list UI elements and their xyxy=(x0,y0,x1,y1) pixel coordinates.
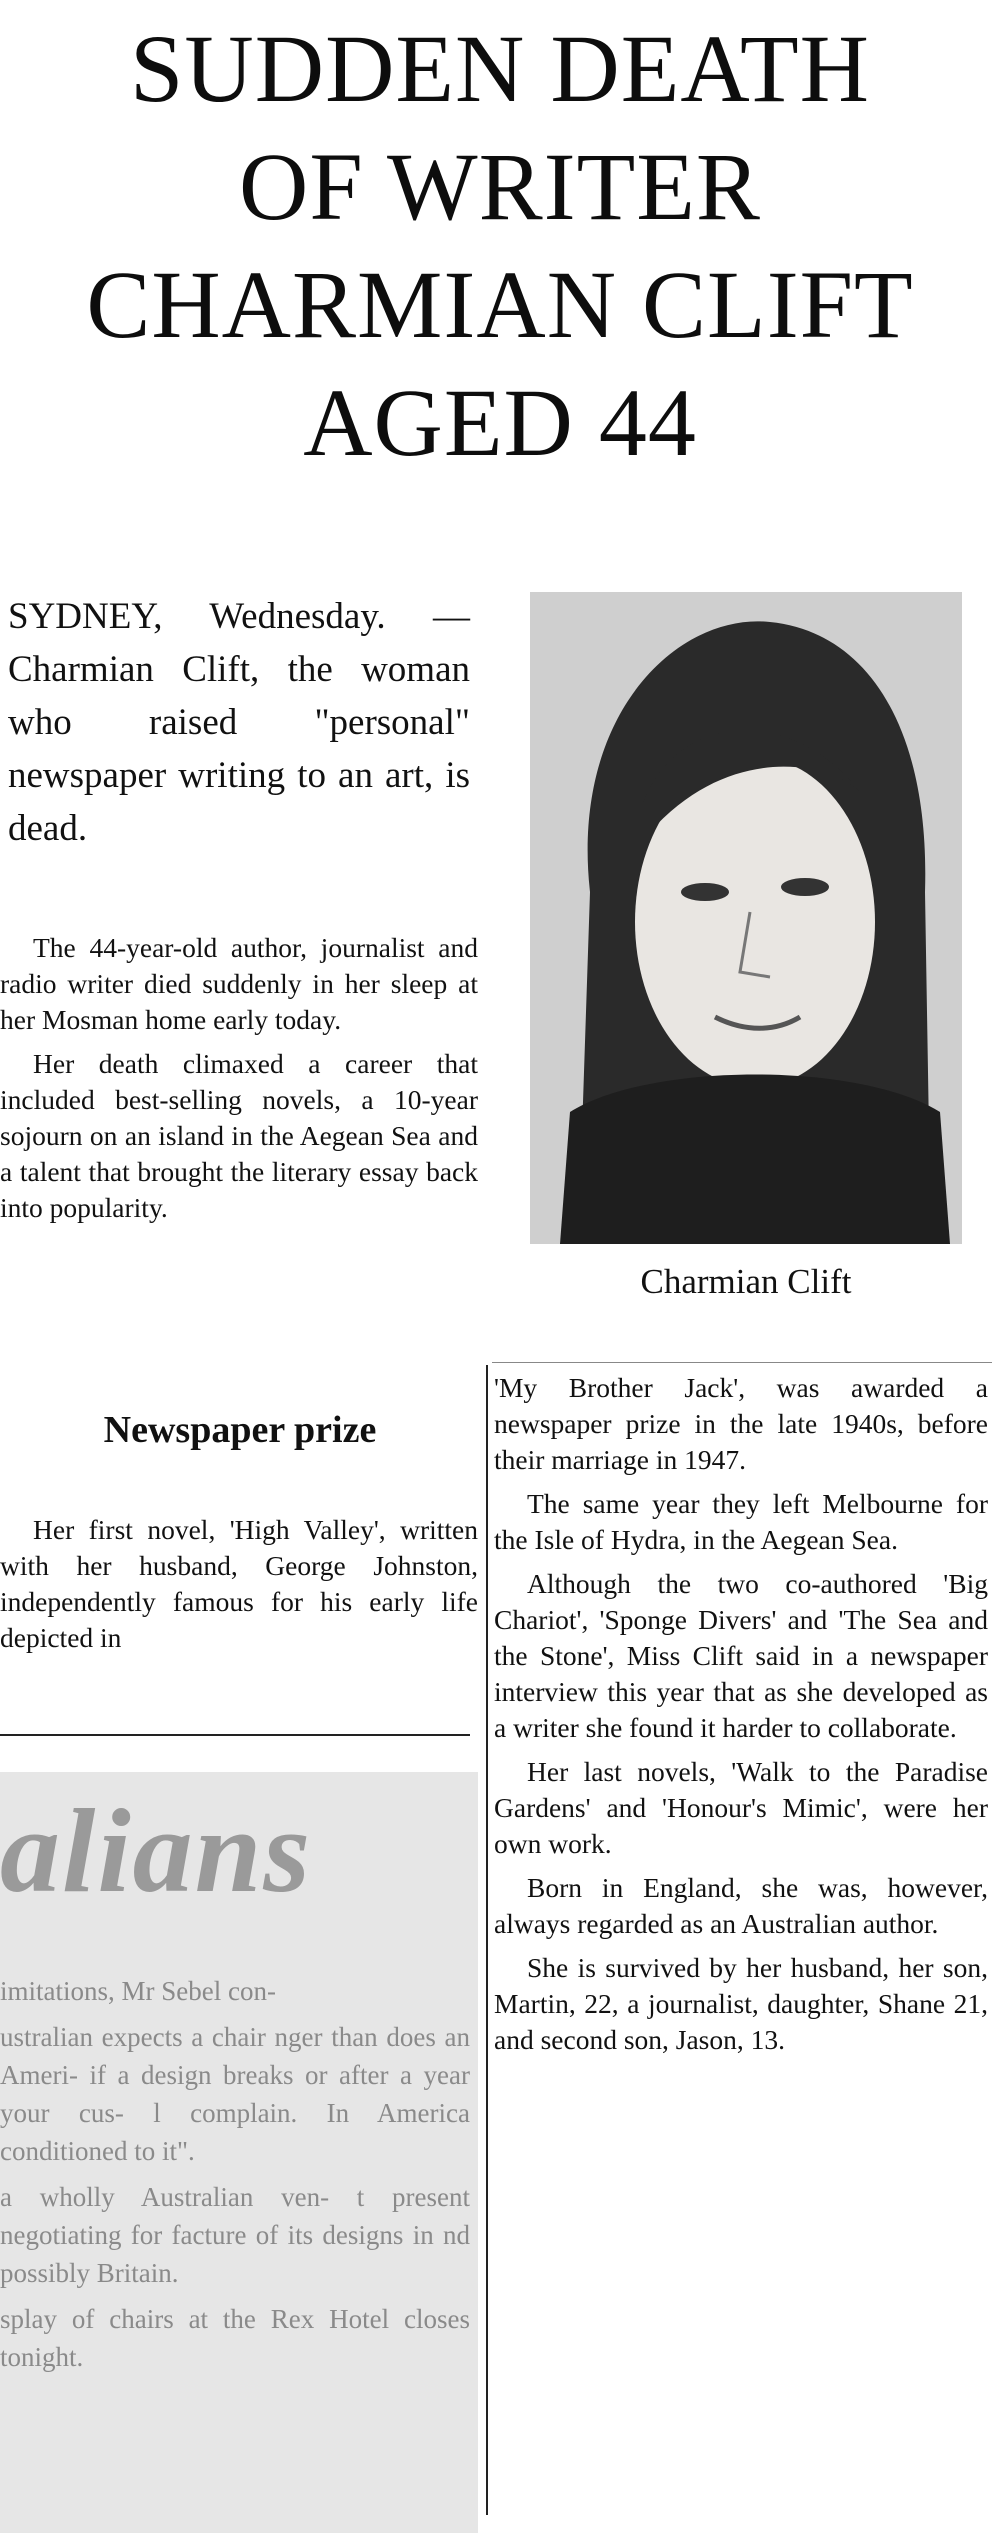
paragraph: imitations, Mr Sebel con- xyxy=(0,1976,276,2006)
right-column-body xyxy=(494,1370,988,2066)
paragraph: Her death climaxed a career that included best-selling novels, a 10-year sojourn on an island in the Aegean Sea and a talent that brought the literary essay back into popularity. xyxy=(0,1048,478,1223)
paragraph: Her first novel, 'High Valley', written with her husband, George Johnston, independently famous for his early life depicted in xyxy=(0,1514,478,1653)
headline-line-4: AGED 44 xyxy=(303,369,697,476)
adjacent-article-fragment xyxy=(0,1772,478,2533)
paragraph: Although the two co-authored 'Big Chariot', 'Sponge Divers' and 'The Sea and the Stone', Miss Clift said in a newspaper interview this year that as she developed as a writer she found it harder to collaborate. xyxy=(494,1568,988,1743)
headline-line-1: SUDDEN DEATH xyxy=(130,15,870,122)
fragment-body xyxy=(0,1972,470,2384)
paragraph: 'My Brother Jack', was awarded a newspaper prize in the late 1940s, before their marriage in 1947. xyxy=(494,1372,988,1475)
fragment-heading: alians xyxy=(0,1784,313,1917)
lead-paragraph: SYDNEY, Wednesday. — Charmian Clift, the woman who raised "personal" newspaper writing to an art, is dead. xyxy=(8,596,470,849)
paragraph: The same year they left Melbourne for the Isle of Hydra, in the Aegean Sea. xyxy=(494,1488,988,1555)
portrait-photo xyxy=(530,592,962,1244)
paragraph: Her last novels, 'Walk to the Paradise Gardens' and 'Honour's Mimic', were her own work. xyxy=(494,1756,988,1859)
left-column-body xyxy=(0,930,478,1234)
section-divider xyxy=(0,1734,470,1736)
column-top-rule xyxy=(492,1362,992,1363)
column-divider xyxy=(486,1365,488,2515)
paragraph: a wholly Australian ven- t present negotiating for facture of its designs in nd possibly Britain. xyxy=(0,2182,470,2288)
section-subheading: Newspaper prize xyxy=(103,1409,377,1451)
headline xyxy=(0,10,1000,482)
headline-line-2: OF WRITER xyxy=(239,133,761,240)
paragraph: The 44-year-old author, journalist and radio writer died suddenly in her sleep at her Mosman home early today. xyxy=(0,932,478,1035)
photo-caption: Charmian Clift xyxy=(640,1262,852,1301)
paragraph: Born in England, she was, however, always regarded as an Australian author. xyxy=(494,1872,988,1939)
paragraph: ustralian expects a chair nger than does an Ameri- if a design breaks or after a year your cus- l complain. In America conditioned to it". xyxy=(0,2022,470,2166)
paragraph: She is survived by her husband, her son, Martin, 22, a journalist, daughter, Shane 21, and second son, Jason, 13. xyxy=(494,1952,988,2055)
left-column-body-2 xyxy=(0,1512,478,1664)
headline-line-3: CHARMIAN CLIFT xyxy=(86,251,914,358)
portrait-image xyxy=(530,592,962,1244)
paragraph: splay of chairs at the Rex Hotel closes tonight. xyxy=(0,2304,470,2372)
